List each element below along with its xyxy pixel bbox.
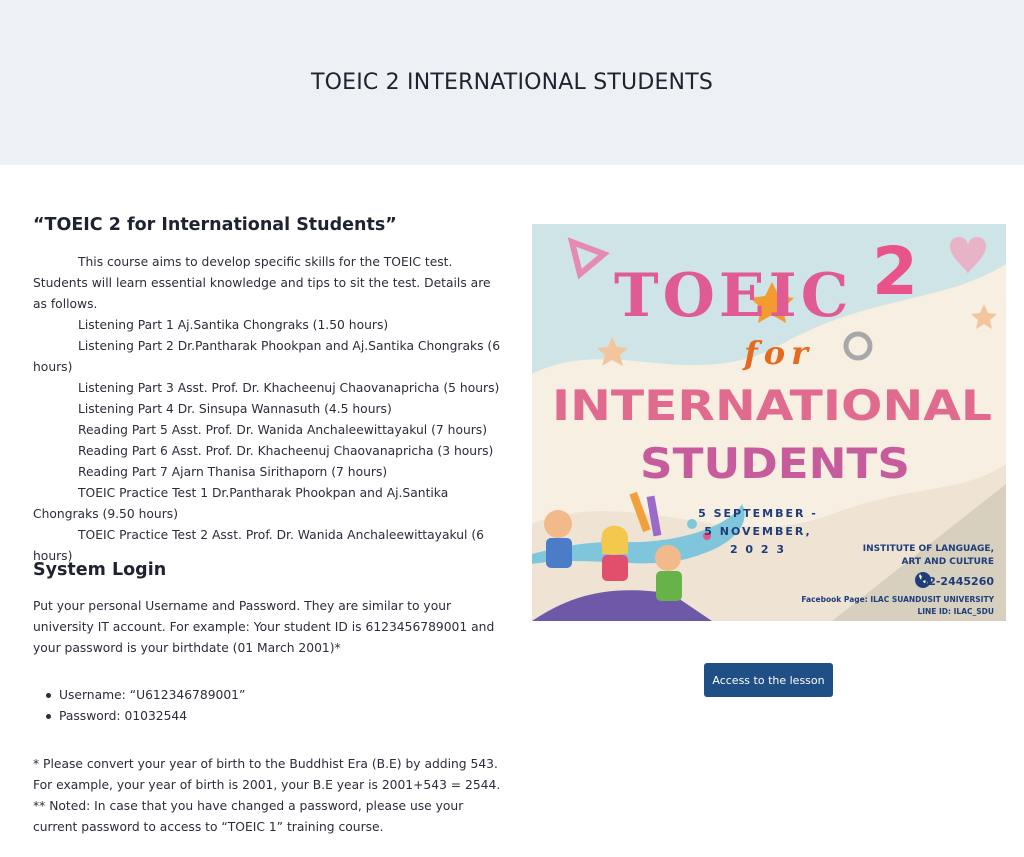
- course-poster: [532, 224, 1006, 621]
- child-illustration: [544, 510, 572, 538]
- course-part: Listening Part 3 Asst. Prof. Dr. Khacheenuj Chaovanapricha (5 hours): [78, 381, 500, 395]
- course-heading: “TOEIC 2 for International Students”: [33, 215, 397, 235]
- course-part: Listening Part 4 Dr. Sinsupa Wannasuth (4.5 hours): [78, 402, 392, 416]
- main-content: [6, 165, 1024, 857]
- list-item: Password: 01032544: [59, 706, 245, 727]
- poster-date-year: 2 0 2 3: [729, 543, 787, 556]
- poster-title-number: 2: [872, 233, 918, 310]
- course-part: Reading Part 7 Ajarn Thanisa Sirithaporn (7 hours): [78, 465, 388, 479]
- poster-institute: INSTITUTE OF LANGUAGE,: [862, 544, 994, 554]
- list-item: Username: “U612346789001”: [59, 685, 245, 706]
- child-illustration: [655, 545, 681, 571]
- poster-title-international: INTERNATIONAL: [552, 381, 992, 430]
- course-part: Reading Part 5 Asst. Prof. Dr. Wanida Anchaleewittayakul (7 hours): [78, 423, 488, 437]
- poster-title-toeic: TOEIC: [614, 261, 853, 331]
- poster-line-id: LINE ID: ILAC_SDU: [917, 607, 994, 616]
- course-part: Listening Part 2 Dr.Pantharak Phookpan and Aj.Santika Chongraks (6 hours): [33, 339, 501, 374]
- poster-date-end: 5 NOVEMBER,: [704, 525, 812, 538]
- poster-title-for: for: [744, 334, 814, 372]
- login-heading: System Login: [33, 560, 167, 580]
- course-part: TOEIC Practice Test 2 Asst. Prof. Dr. Wanida Anchaleewittayakul (6 hours): [33, 528, 484, 563]
- access-lesson-button[interactable]: Access to the lesson: [704, 663, 833, 697]
- password-note: * Please convert your year of birth to the Buddhist Era (B.E) by adding 543. For example, your year of birth is 2001, your B.E year is 2001+543 = 2544. ** Noted: In case that you have changed a password, please use your current password to access to “TOEIC 1” training course.: [33, 757, 501, 834]
- course-part: Listening Part 1 Aj.Santika Chongraks (1.50 hours): [78, 318, 389, 332]
- course-intro: This course aims to develop specific skills for the TOEIC test. Students will learn essential knowledge and tips to sit the test. Details are as follows.: [33, 255, 491, 311]
- course-part: Reading Part 6 Asst. Prof. Dr. Khacheenuj Chaovanapricha (3 hours): [78, 444, 494, 458]
- poster-date-start: 5 SEPTEMBER -: [698, 507, 818, 520]
- course-part: TOEIC Practice Test 1 Dr.Pantharak Phookpan and Aj.Santika Chongraks (9.50 hours): [33, 486, 449, 521]
- poster-phone: 02-2445260: [920, 575, 994, 588]
- course-description: [33, 252, 503, 567]
- page-header: [0, 0, 1024, 165]
- poster-institute: ART AND CULTURE: [901, 557, 994, 567]
- credentials-list: [59, 685, 245, 727]
- poster-title-students: STUDENTS: [640, 439, 910, 488]
- poster-facebook: Facebook Page: ILAC SUANDUSIT UNIVERSITY: [801, 595, 994, 604]
- page-title: TOEIC 2 INTERNATIONAL STUDENTS: [310, 70, 714, 95]
- login-instructions: Put your personal Username and Password. They are similar to your university IT account. For example: Your student ID is 6123456789001 and your password is your birthdate (01 March 2001)*: [33, 599, 495, 655]
